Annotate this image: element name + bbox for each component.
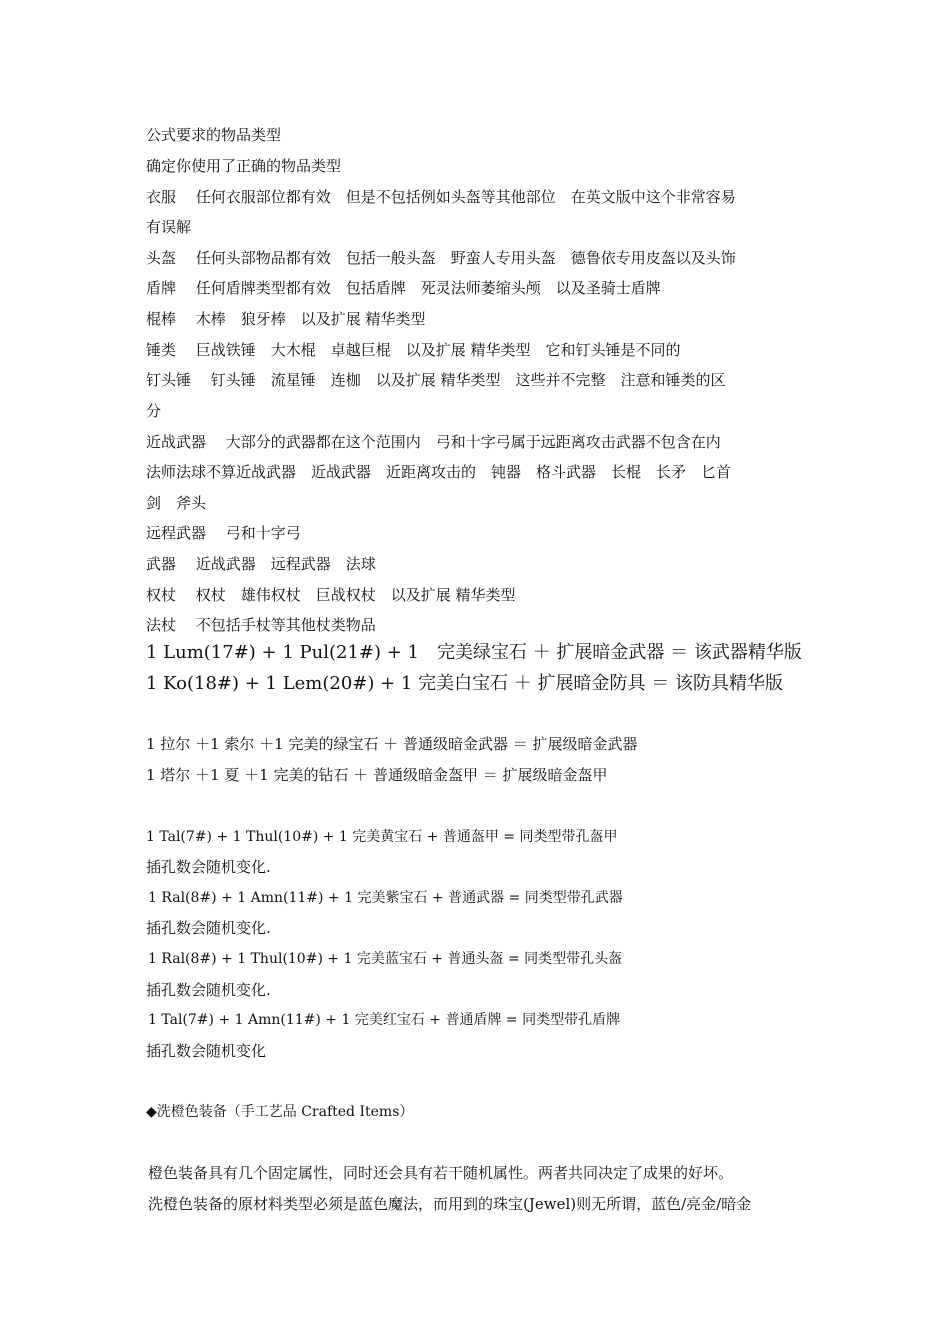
note-line: 插孔数会随机变化. (146, 981, 271, 999)
text-line: 头盔 任何头部物品都有效 包括一般头盔 野蛮人专用头盔 德鲁依专用皮盔以及头饰 (146, 249, 736, 267)
text-line: 公式要求的物品类型 (146, 126, 282, 144)
text-line: 锤类 巨战铁锤 大木棍 卓越巨棍 以及扩展 精华类型 它和钉头锤是不同的 (146, 341, 681, 359)
text-line: 近战武器 大部分的武器都在这个范围内 弓和十字弓属于远距离攻击武器不包含在内 (146, 433, 721, 451)
text-line: 有误解 (146, 218, 192, 236)
text-line: 剑 斧头 (146, 494, 207, 512)
formula-line: 1 拉尔 ＋1 索尔 ＋1 完美的绿宝石 ＋ 普通级暗金武器 ＝ 扩展级暗金武器 (146, 735, 638, 753)
text-line: 法师法球不算近战武器 近战武器 近距离攻击的 钝器 格斗武器 长棍 长矛 匕首 (146, 463, 732, 481)
formula-line: 1 Lum(17#) + 1 Pul(21#) + 1 完美绿宝石 ＋ 扩展暗金武器 ＝ 该武器精华版 (146, 642, 802, 663)
text-line: 钉头锤 钉头锤 流星锤 连枷 以及扩展 精华类型 这些并不完整 注意和锤类的区 (146, 371, 726, 389)
text-line: 权杖 权杖 雄伟权杖 巨战权杖 以及扩展 精华类型 (146, 586, 516, 604)
note-line: 插孔数会随机变化. (146, 858, 271, 876)
paragraph-line: 洗橙色装备的原材料类型必须是蓝色魔法，而用到的珠宝(Jewel)则无所谓，蓝色/亮金/暗金 (148, 1195, 752, 1213)
formula-line: 1 Ko(18#) + 1 Lem(20#) + 1 完美白宝石 ＋ 扩展暗金防具 ＝ 该防具精华版 (146, 673, 783, 694)
text-line: 远程武器 弓和十字弓 (146, 524, 301, 542)
text-line: 武器 近战武器 远程武器 法球 (146, 555, 376, 573)
text-line: 确定你使用了正确的物品类型 (146, 157, 342, 175)
text-line: 棍棒 木棒 狼牙棒 以及扩展 精华类型 (146, 310, 426, 328)
paragraph-line: 橙色装备具有几个固定属性，同时还会具有若干随机属性。两者共同决定了成果的好坏。 (148, 1164, 734, 1182)
text-line: 分 (146, 402, 162, 420)
formula-line: 1 Ral(8#) + 1 Thul(10#) + 1 完美蓝宝石 + 普通头盔 = 同类型带孔头盔 (148, 951, 623, 967)
text-line: 衣服 任何衣服部位都有效 但是不包括例如头盔等其他部位 在英文版中这个非常容易 (146, 188, 736, 206)
note-line: 插孔数会随机变化 (146, 1042, 267, 1060)
text-line: 法杖 不包括手杖等其他杖类物品 (146, 616, 376, 634)
formula-line: 1 Tal(7#) + 1 Thul(10#) + 1 完美黄宝石 + 普通盔甲 = 同类型带孔盔甲 (146, 829, 618, 845)
formula-line: 1 Tal(7#) + 1 Amn(11#) + 1 完美红宝石 + 普通盾牌 = 同类型带孔盾牌 (148, 1012, 621, 1028)
formula-line: 1 Ral(8#) + 1 Amn(11#) + 1 完美紫宝石 + 普通武器 = 同类型带孔武器 (148, 890, 623, 906)
section-heading: ◆洗橙色装备（手工艺品 Crafted Items） (146, 1104, 414, 1120)
text-line: 盾牌 任何盾牌类型都有效 包括盾牌 死灵法师萎缩头颅 以及圣骑士盾牌 (146, 279, 661, 297)
formula-line: 1 塔尔 ＋1 夏 ＋1 完美的钻石 ＋ 普通级暗金盔甲 ＝ 扩展级暗金盔甲 (146, 766, 608, 784)
note-line: 插孔数会随机变化. (146, 919, 271, 937)
